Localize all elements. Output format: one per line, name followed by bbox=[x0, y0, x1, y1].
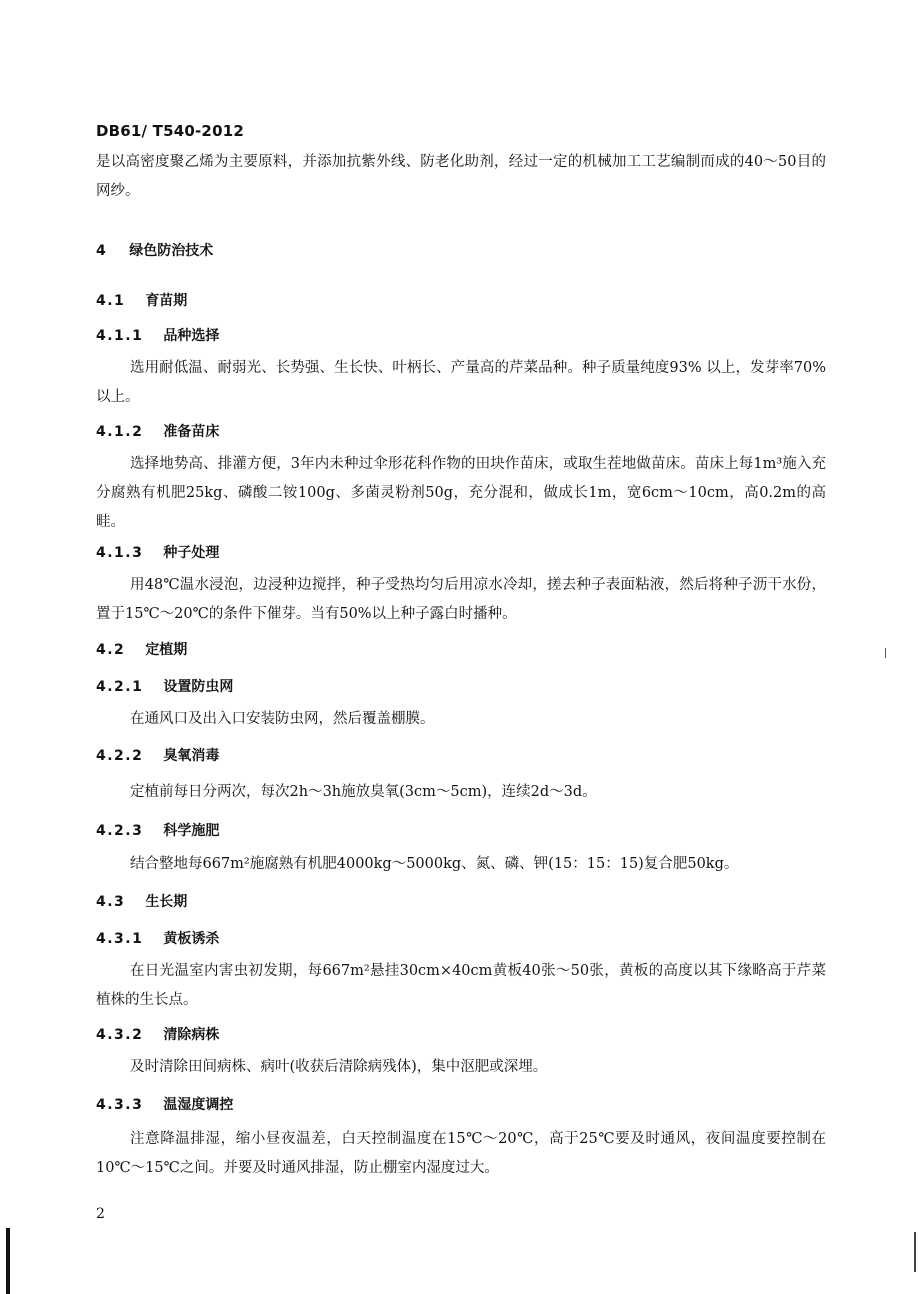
section-number: 4.1.2 bbox=[96, 424, 144, 440]
section-title: 科学施肥 bbox=[163, 823, 220, 839]
section-4-3-3-heading bbox=[96, 1094, 233, 1114]
section-number: 4 bbox=[96, 243, 108, 259]
section-title: 温湿度调控 bbox=[163, 1097, 234, 1113]
section-number: 4.1 bbox=[96, 293, 126, 309]
scan-edge-mark bbox=[6, 1228, 10, 1294]
section-4-heading bbox=[96, 240, 213, 260]
section-title: 种子处理 bbox=[163, 545, 220, 561]
section-number: 4.1.1 bbox=[96, 328, 144, 344]
section-4-2-2-paragraph: 定植前每日分两次，每次2h～3h施放臭氧(3cm～5cm)，连续2d～3d。 bbox=[130, 784, 597, 800]
section-4-1-2-paragraph: 选择地势高、排灌方便，3年内未种过伞形花科作物的田块作苗床，或取生茬地做苗床。苗床上每1m³施入充分腐熟有机肥25kg、磷酸二铵100g、多菌灵粉剂50g，充分混和，做成长1m，宽6cm～10cm，高0.2m的高畦。 bbox=[96, 456, 826, 530]
section-4-1-3-heading bbox=[96, 542, 219, 562]
section-4-3-2-paragraph: 及时清除田间病株、病叶(收获后清除病残体)，集中沤肥或深埋。 bbox=[130, 1059, 548, 1075]
section-title: 清除病株 bbox=[163, 1027, 220, 1043]
section-4-2-heading bbox=[96, 639, 187, 659]
section-number: 4.3.2 bbox=[96, 1027, 144, 1043]
section-title: 设置防虫网 bbox=[163, 679, 234, 695]
section-4-3-1-paragraph: 在日光温室内害虫初发期，每667m²悬挂30cm×40cm黄板40张～50张，黄板的高度以其下缘略高于芹菜植株的生长点。 bbox=[96, 963, 826, 1008]
section-number: 4.2.1 bbox=[96, 679, 144, 695]
section-number: 4.1.3 bbox=[96, 545, 144, 561]
section-number: 4.3.1 bbox=[96, 931, 144, 947]
section-title: 臭氧消毒 bbox=[163, 748, 220, 764]
section-4-1-heading bbox=[96, 290, 187, 310]
section-title: 准备苗床 bbox=[163, 424, 220, 440]
standard-number: DB61/ T540-2012 bbox=[96, 122, 244, 140]
section-number: 4.2.3 bbox=[96, 823, 144, 839]
intro-paragraph: 是以高密度聚乙烯为主要原料，并添加抗紫外线、防老化助剂，经过一定的机械加工工艺编制而成的40～50目的网纱。 bbox=[96, 154, 826, 199]
page-number: 2 bbox=[96, 1206, 105, 1222]
section-4-1-3-paragraph: 用48℃温水浸泡，边浸种边搅拌，种子受热均匀后用凉水冷却，搓去种子表面粘液，然后将种子沥干水份，置于15℃～20℃的条件下催芽。当有50%以上种子露白时播种。 bbox=[96, 577, 826, 622]
section-4-3-1-heading bbox=[96, 928, 219, 948]
section-4-1-1-heading bbox=[96, 325, 219, 345]
section-number: 4.2.2 bbox=[96, 748, 144, 764]
section-4-2-1-paragraph: 在通风口及出入口安装防虫网，然后覆盖棚膜。 bbox=[130, 711, 435, 727]
section-4-1-1-paragraph: 选用耐低温、耐弱光、长势强、生长快、叶柄长、产量高的芹菜品种。种子质量纯度93% 以上，发芽率70% 以上。 bbox=[96, 360, 826, 405]
section-number: 4.2 bbox=[96, 642, 126, 658]
section-4-2-3-heading bbox=[96, 820, 219, 840]
section-4-3-2-heading bbox=[96, 1024, 219, 1044]
scan-speck bbox=[885, 648, 886, 658]
section-number: 4.3 bbox=[96, 894, 126, 910]
section-title: 绿色防治技术 bbox=[129, 243, 214, 259]
section-number: 4.3.3 bbox=[96, 1097, 144, 1113]
section-title: 品种选择 bbox=[163, 328, 220, 344]
section-4-3-heading bbox=[96, 891, 187, 911]
section-title: 育苗期 bbox=[145, 293, 188, 309]
scan-edge-mark bbox=[914, 1232, 916, 1272]
section-4-2-2-heading bbox=[96, 745, 219, 765]
section-4-2-3-paragraph: 结合整地每667m²施腐熟有机肥4000kg～5000kg、氮、磷、钾(15：15：15)复合肥50kg。 bbox=[130, 856, 739, 872]
section-title: 黄板诱杀 bbox=[163, 931, 220, 947]
section-title: 生长期 bbox=[145, 894, 188, 910]
section-title: 定植期 bbox=[145, 642, 188, 658]
section-4-1-2-heading bbox=[96, 421, 219, 441]
section-4-2-1-heading bbox=[96, 676, 233, 696]
section-4-3-3-paragraph: 注意降温排湿，缩小昼夜温差，白天控制温度在15℃～20℃，高于25℃要及时通风，夜间温度要控制在10℃～15℃之间。并要及时通风排湿，防止棚室内湿度过大。 bbox=[96, 1131, 826, 1176]
